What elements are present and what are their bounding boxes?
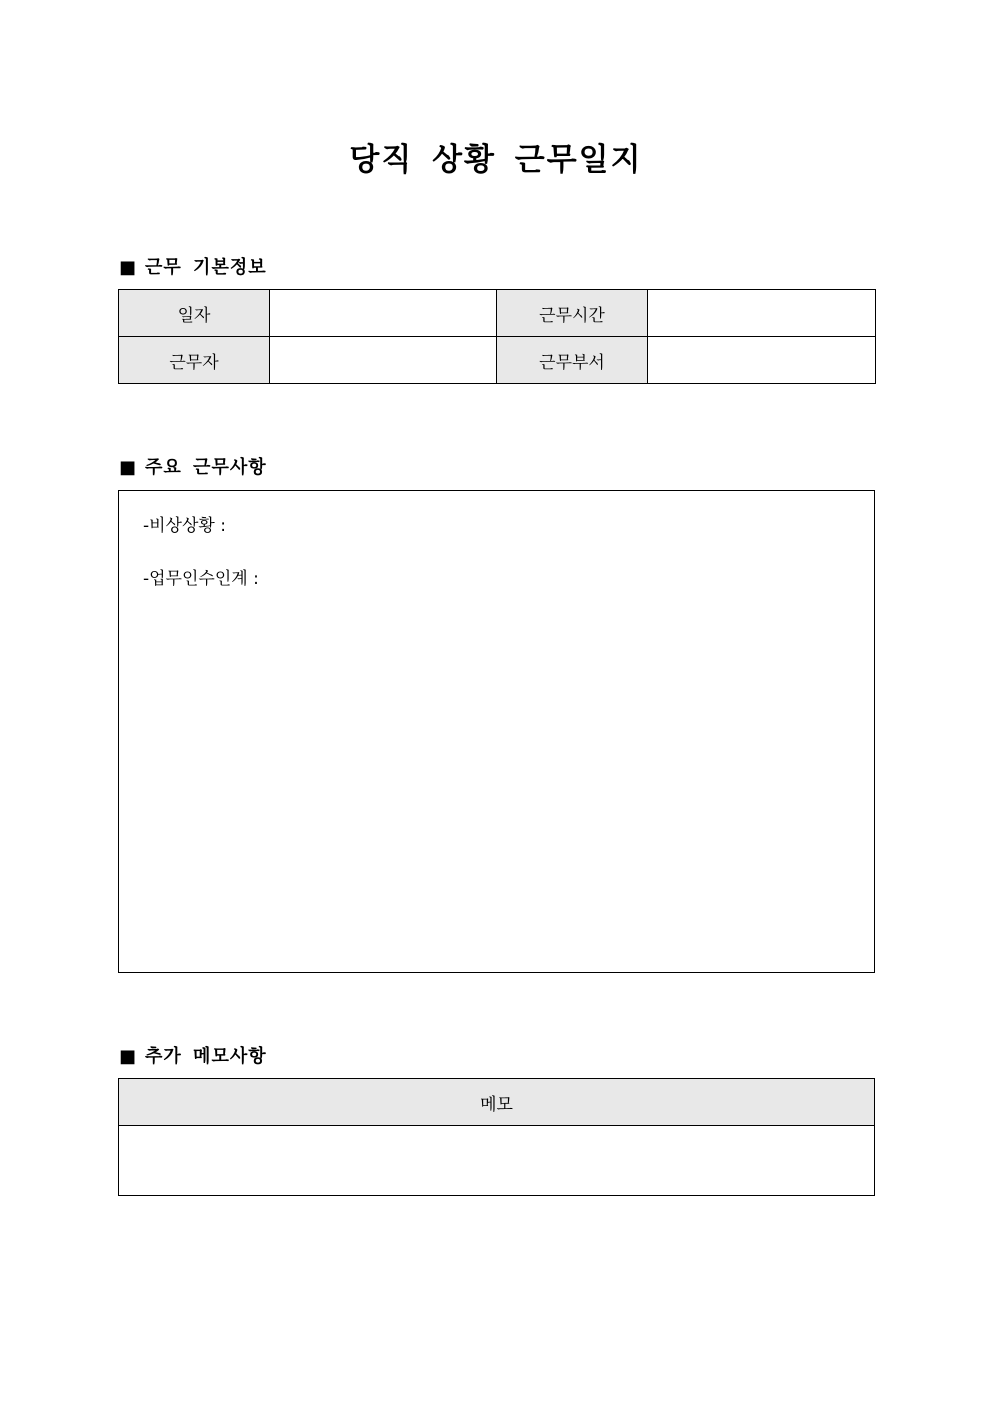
- table-row: [119, 337, 876, 384]
- department-field[interactable]: [648, 337, 876, 384]
- worker-field[interactable]: [270, 337, 497, 384]
- table-row: [119, 1079, 875, 1126]
- main-duties-heading-text: 주요 근무사항: [145, 457, 267, 478]
- memo-field[interactable]: [119, 1126, 875, 1196]
- emergency-line: -비상상황 :: [143, 516, 226, 536]
- square-bullet-icon: ■: [119, 457, 138, 478]
- main-duties-box[interactable]: [118, 490, 875, 973]
- basic-info-heading: [119, 253, 267, 279]
- work-hours-field[interactable]: [648, 290, 876, 337]
- main-duties-heading: [119, 453, 267, 479]
- date-label: 일자: [119, 290, 270, 337]
- basic-info-heading-text: 근무 기본정보: [145, 257, 267, 278]
- memo-heading: [119, 1042, 267, 1068]
- date-field[interactable]: [270, 290, 497, 337]
- worker-label: 근무자: [119, 337, 270, 384]
- handover-line: -업무인수인계 :: [143, 569, 259, 589]
- square-bullet-icon: ■: [119, 1046, 138, 1067]
- table-row: [119, 1126, 875, 1196]
- memo-table: [118, 1078, 875, 1196]
- basic-info-table: [118, 289, 876, 384]
- memo-header: 메모: [119, 1079, 875, 1126]
- square-bullet-icon: ■: [119, 257, 138, 278]
- memo-heading-text: 추가 메모사항: [145, 1046, 267, 1067]
- table-row: [119, 290, 876, 337]
- department-label: 근무부서: [497, 337, 648, 384]
- document-title: 당직 상황 근무일지: [349, 142, 643, 178]
- work-hours-label: 근무시간: [497, 290, 648, 337]
